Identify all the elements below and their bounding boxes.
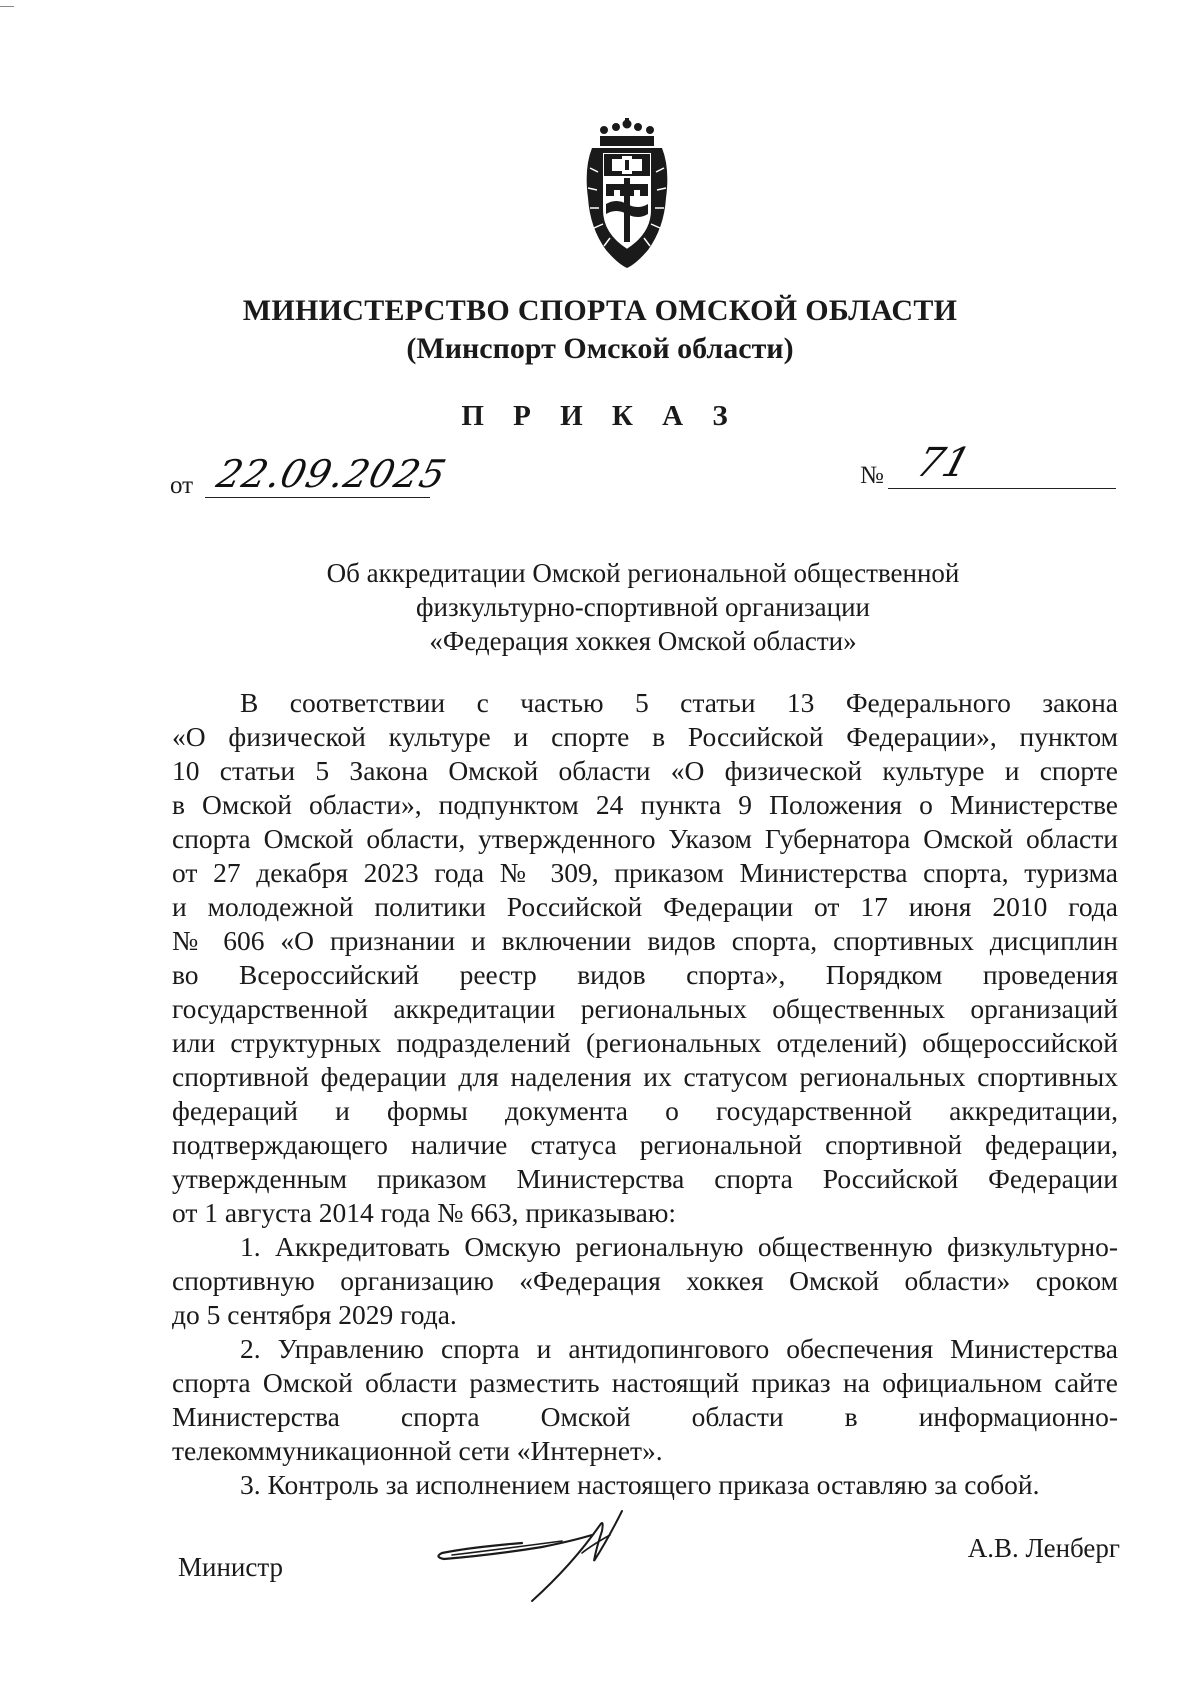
body-line: до 5 сентября 2029 года. <box>172 1299 457 1330</box>
body-line: спортивной федерации для наделения их статусом региональных спортивных <box>172 1061 1118 1092</box>
body-line: спортивную организацию «Федерация хоккея Омской области» сроком <box>172 1265 1118 1296</box>
document-body <box>172 686 1118 1502</box>
body-line: спорта Омской области, утвержденного Указом Губернатора Омской области <box>172 823 1118 854</box>
body-line: спорта Омской области разместить настоящий приказ на официальном сайте <box>172 1367 1118 1398</box>
body-line: № 606 «О признании и включении видов спорта, спортивных дисциплин <box>172 925 1118 956</box>
document-type: П Р И К А З <box>461 400 739 432</box>
ministry-title: МИНИСТЕРСТВО СПОРТА ОМСКОЙ ОБЛАСТИ <box>242 294 958 327</box>
number-label: № <box>860 462 884 489</box>
body-line: подтверждающего наличие статуса региональной спортивной федерации, <box>172 1129 1118 1160</box>
body-line: или структурных подразделений (региональных отделений) общероссийской <box>172 1027 1118 1058</box>
body-line: от 27 декабря 2023 года № 309, приказом Министерства спорта, туризма <box>172 857 1118 888</box>
ministry-short-title: (Минспорт Омской области) <box>406 332 794 365</box>
body-line: утвержденным приказом Министерства спорта Российской Федерации <box>172 1163 1118 1194</box>
number-handwritten: 71 <box>911 440 976 486</box>
scan-corner-mark <box>0 0 14 7</box>
body-line: и молодежной политики Российской Федерации от 17 июня 2010 года <box>172 891 1118 922</box>
body-line: 3. Контроль за исполнением настоящего приказа оставляю за собой. <box>240 1469 1040 1500</box>
body-line: телекоммуникационной сети «Интернет». <box>172 1435 663 1466</box>
body-line: «О физической культуре и спорте в Российской Федерации», пунктом <box>172 721 1118 752</box>
subject-line: Об аккредитации Омской региональной общественной <box>326 558 960 588</box>
body-line: от 1 августа 2014 года № 663, приказываю: <box>172 1197 677 1228</box>
subject-line: «Федерация хоккея Омской области» <box>429 626 857 656</box>
date-underline <box>205 497 430 498</box>
body-line: во Всероссийский реестр видов спорта», Порядком проведения <box>172 959 1118 990</box>
subject-line: физкультурно-спортивной организации <box>416 592 870 622</box>
signatory-name: А.В. Ленберг <box>967 1533 1120 1563</box>
body-line: 2. Управлению спорта и антидопингового обеспечения Министерства <box>240 1333 1118 1364</box>
signatory-role: Министр <box>178 1552 283 1582</box>
body-line: федераций и формы документа о государственной аккредитации, <box>172 1095 1118 1126</box>
date-handwritten: 22.09.2025 <box>212 452 452 496</box>
body-line: государственной аккредитации региональных общественных организаций <box>172 993 1118 1024</box>
document-subject <box>170 556 1116 658</box>
body-line: в Омской области», подпунктом 24 пункта 9 Положения о Министерстве <box>172 789 1118 820</box>
coat-of-arms-icon <box>582 118 672 270</box>
body-line: В соответствии с частью 5 статьи 13 Федерального закона <box>240 687 1118 718</box>
handwritten-signature-icon <box>432 1505 682 1605</box>
body-line: 10 статьи 5 Закона Омской области «О физической культуре и спорте <box>172 755 1118 786</box>
body-line: Министерства спорта Омской области в информационно- <box>172 1401 1118 1432</box>
body-line: 1. Аккредитовать Омскую региональную общественную физкультурно- <box>240 1231 1118 1262</box>
number-underline <box>888 488 1116 489</box>
date-label: от <box>170 472 194 499</box>
